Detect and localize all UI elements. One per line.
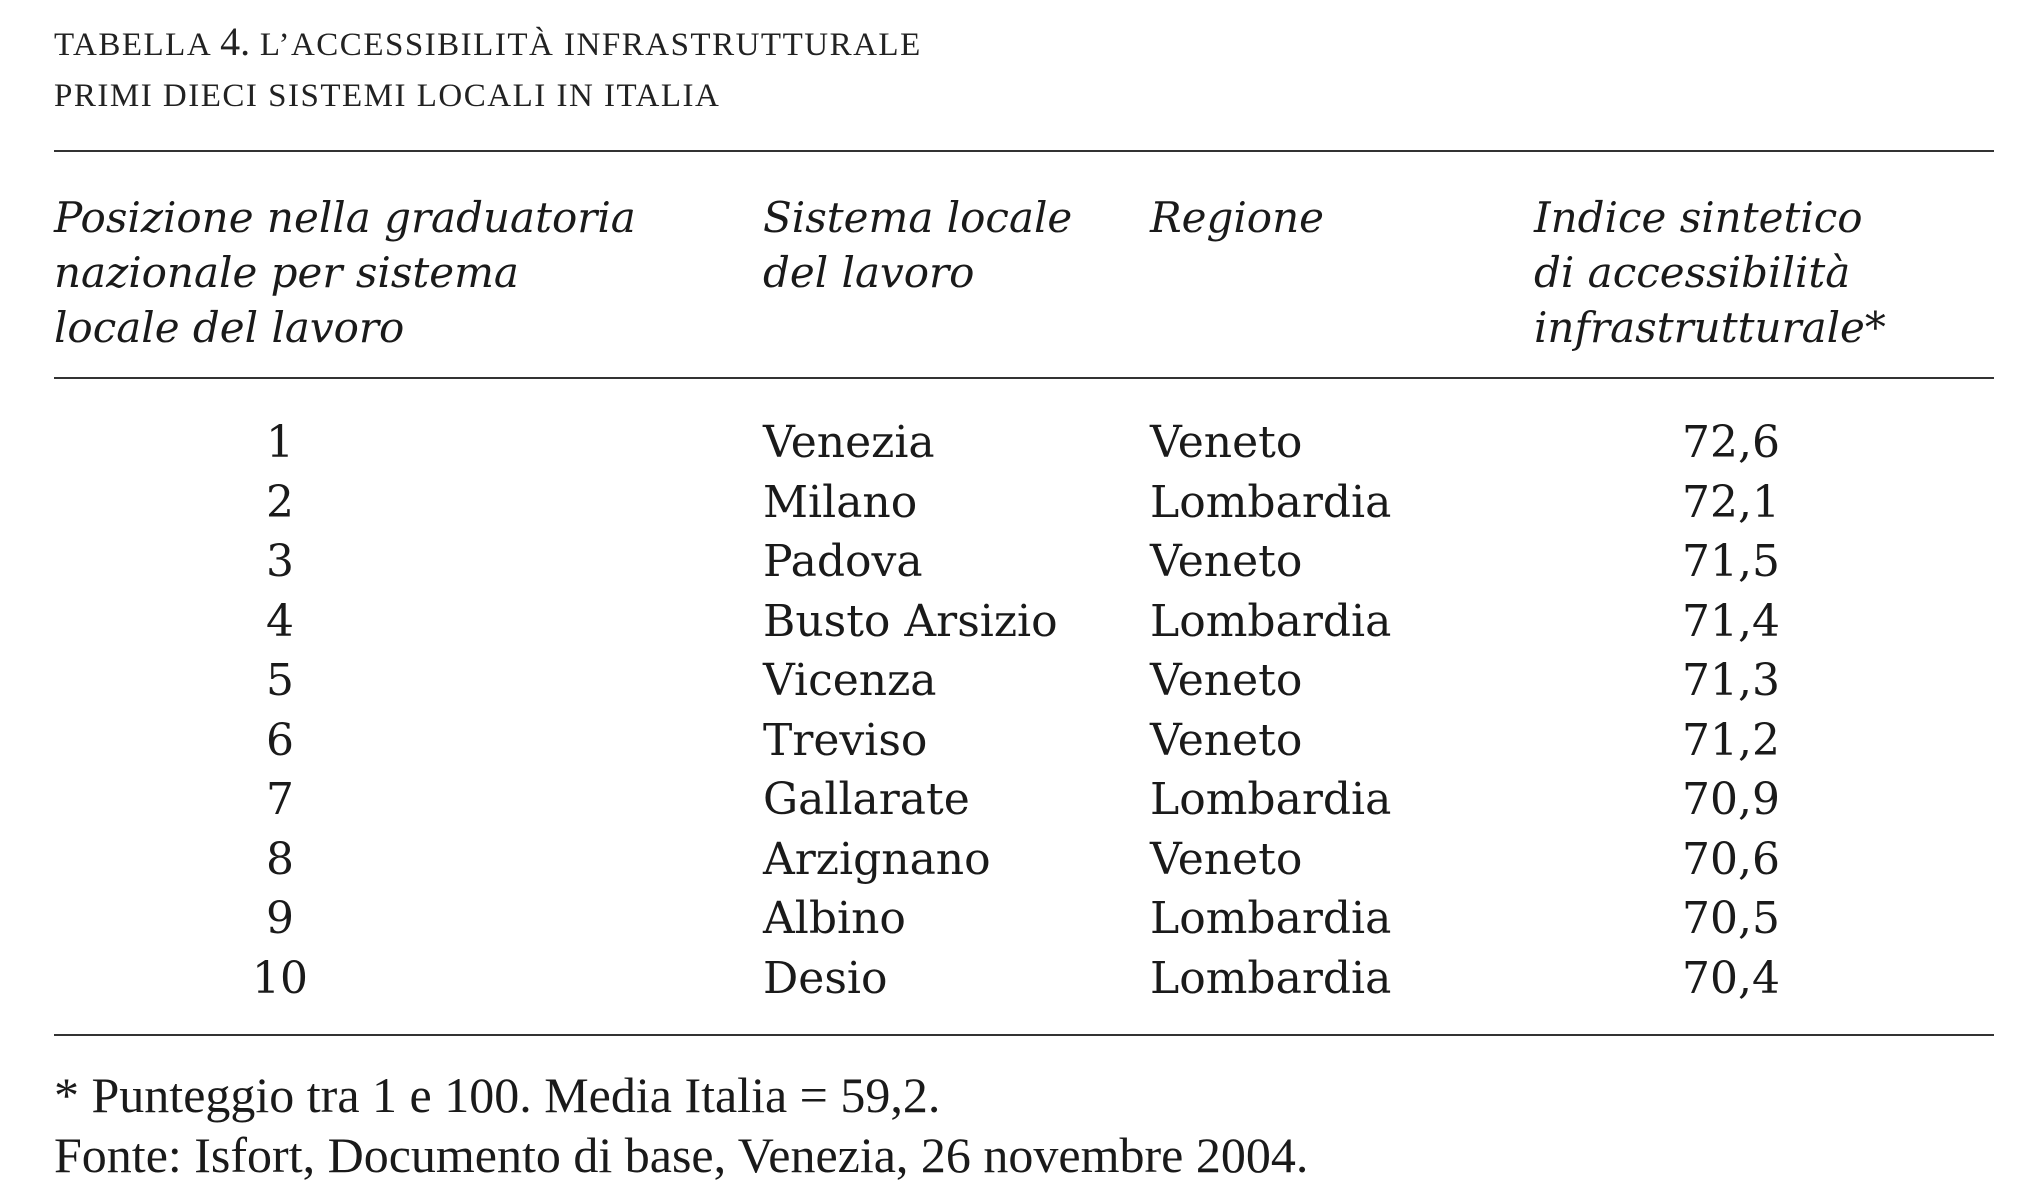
cell-index: 71,3 — [1682, 655, 1780, 706]
header-rule — [54, 377, 1994, 379]
cell-position: 8 — [266, 833, 294, 885]
cell-index: 70,5 — [1682, 893, 1780, 944]
cell-index: 72,1 — [1682, 476, 1780, 528]
cell-index: 71,2 — [1682, 714, 1780, 766]
cell-system: Albino — [763, 893, 906, 944]
cell-index: 72,6 — [1682, 417, 1780, 468]
table-caption — [54, 18, 922, 65]
cell-system: Arzignano — [763, 833, 991, 885]
cell-position: 1 — [266, 417, 294, 468]
table-row — [0, 651, 2024, 711]
header-position: Posizione nella graduatoria nazionale per sistema locale del lavoro — [54, 193, 636, 352]
cell-region: Lombardia — [1150, 893, 1392, 944]
table-row — [0, 592, 2024, 652]
header-system: Sistema locale del lavoro — [763, 193, 1073, 297]
cell-region: Lombardia — [1150, 595, 1392, 647]
table-row — [0, 830, 2024, 890]
caption-subtitle: PRIMI DIECI SISTEMI LOCALI IN ITALIA — [54, 78, 721, 114]
cell-position: 2 — [266, 476, 294, 528]
table-row — [0, 473, 2024, 533]
caption-label: TABELLA — [54, 27, 221, 63]
table-row — [0, 413, 2024, 473]
cell-system: Padova — [763, 536, 923, 587]
table-row — [0, 770, 2024, 830]
cell-region: Veneto — [1150, 833, 1303, 885]
cell-position: 3 — [266, 536, 294, 587]
cell-index: 70,9 — [1682, 774, 1780, 825]
cell-region: Lombardia — [1150, 774, 1392, 825]
cell-index: 71,4 — [1682, 595, 1780, 647]
table-row — [0, 711, 2024, 771]
cell-position: 4 — [266, 595, 294, 647]
cell-system: Vicenza — [763, 655, 937, 706]
cell-region: Veneto — [1150, 655, 1303, 706]
cell-system: Milano — [763, 476, 918, 528]
cell-index: 70,4 — [1682, 952, 1780, 1004]
caption-title: L’ACCESSIBILITÀ INFRASTRUTTURALE — [250, 27, 922, 63]
cell-system: Busto Arsizio — [763, 595, 1058, 647]
cell-region: Veneto — [1150, 417, 1303, 468]
cell-position: 9 — [266, 893, 294, 944]
cell-position: 5 — [266, 655, 294, 706]
table-body — [0, 413, 2024, 1008]
cell-system: Venezia — [763, 417, 935, 468]
bottom-rule — [54, 1034, 1994, 1036]
cell-index: 70,6 — [1682, 833, 1780, 885]
cell-region: Veneto — [1150, 714, 1303, 766]
cell-system: Treviso — [763, 714, 928, 766]
source-note: Fonte: Isfort, Documento di base, Venezia, 26 novembre 2004. — [54, 1127, 1309, 1183]
top-rule — [54, 150, 1994, 152]
cell-region: Lombardia — [1150, 476, 1392, 528]
cell-index: 71,5 — [1682, 536, 1780, 587]
cell-system: Desio — [763, 952, 888, 1004]
table-row — [0, 889, 2024, 949]
cell-position: 7 — [266, 774, 294, 825]
header-region: Regione — [1150, 193, 1324, 242]
table-row — [0, 532, 2024, 592]
cell-position: 10 — [252, 952, 308, 1004]
header-index: Indice sintetico di accessibilità infrastrutturale* — [1534, 193, 1886, 352]
cell-region: Lombardia — [1150, 952, 1392, 1004]
table-row — [0, 949, 2024, 1009]
footnote: * Punteggio tra 1 e 100. Media Italia = 59,2. — [54, 1067, 941, 1123]
caption-number: 4. — [220, 19, 251, 64]
cell-system: Gallarate — [763, 774, 970, 825]
cell-region: Veneto — [1150, 536, 1303, 587]
cell-position: 6 — [266, 714, 294, 766]
